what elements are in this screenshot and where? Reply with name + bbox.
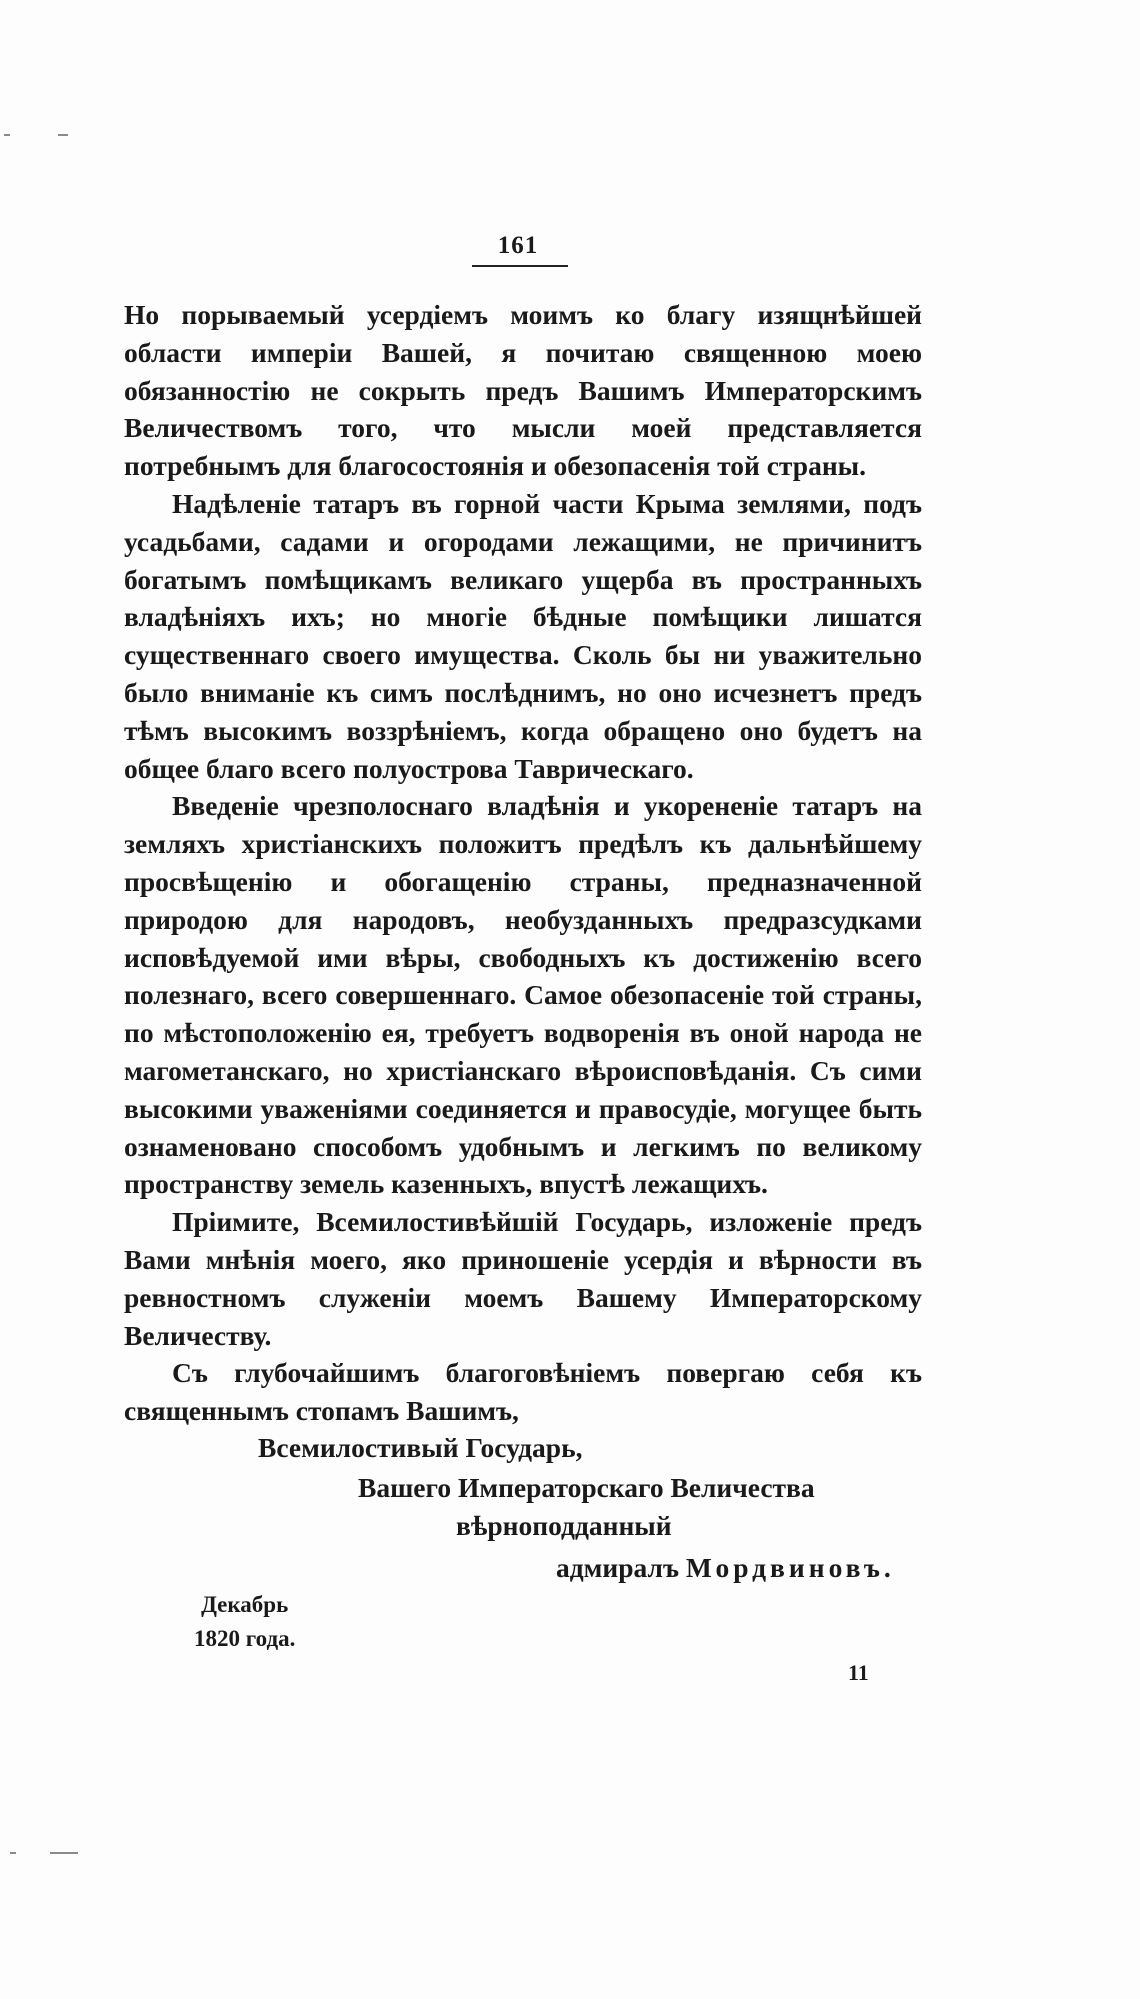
scan-artifact-top-left [4,134,10,136]
closing-majesty: Вашего Императорскаго Величества [358,1472,815,1503]
signature-name: Мордвиновъ. [685,1552,895,1583]
date-year: 1820 года. [194,1626,296,1651]
date-block [194,1588,295,1656]
letter-body [124,296,922,1430]
closing-subject: вѣрноподданный [456,1510,672,1541]
paragraph-3: Введеніе чрезполоснаго владѣнія и укорененіе татаръ на земляхъ христіанскихъ положитъ предѣлъ къ дальнѣйшему просвѣщенію и обогащенію страны, предназначенной природою для народовъ, необузданныхъ предразсудками исповѣдуемой ими вѣры, свободныхъ къ достиженію всего полезнаго, всего совершеннаго. Самое обезопасеніе той страны, по мѣстоположенію ея, требуетъ водворенія въ оной народа не магометанскаго, но христіанскаго вѣроисповѣданія. Съ сими высокими уваженіями соединяется и правосудіе, могущее быть ознаменовано способомъ удобнымъ и легкимъ по великому пространству земель казенныхъ, впустѣ лежащихъ. [124,790,922,1200]
page-number: 161 [497,232,539,259]
scan-artifact-top-left-2 [58,134,68,136]
date-month: Декабрь [201,1592,289,1617]
signature-rank: адмиралъ [556,1552,679,1583]
paragraph-4: Пріимите, Всемилостивѣйшій Государь, изложеніе предъ Вами мнѣнія моего, яко приношеніе усердія и вѣрности въ ревностномъ служеніи моемъ Вашему Императорскому Величеству. [124,1206,922,1351]
paragraph-1: Но порываемый усердіемъ моимъ ко благу изящнѣйшей области имперіи Вашей, я почитаю священною моею обязанностію не сокрыть предъ Вашимъ Императорскимъ Величествомъ того, что мысли моей представляется потребнымъ для благосостоянія и обезопасенія той страны. [124,299,922,482]
scan-artifact-bottom-left [10,1852,16,1854]
page-number-rule [472,265,568,267]
paragraph-5: Съ глубочайшимъ благоговѣніемъ повергаю себя къ священнымъ стопамъ Вашимъ, [124,1357,922,1427]
closing-salutation: Всемилостивый Государь, [258,1432,583,1463]
scan-artifact-bottom-left-2 [50,1852,78,1854]
printer-signature-number: 11 [848,1660,869,1685]
paragraph-2: Надѣленіе татаръ въ горной части Крыма землями, подъ усадьбами, садами и огородами лежащими, не причинитъ богатымъ помѣщикамъ великаго ущерба въ пространныхъ владѣніяхъ ихъ; но многіе бѣдные помѣщики лишатся существеннаго своего имущества. Сколь бы ни уважительно было вниманіе къ симъ послѣднимъ, но оно исчезнетъ предъ тѣмъ высокимъ воззрѣніемъ, когда обращено оно будетъ на общее благо всего полуострова Таврическаго. [124,487,922,784]
signature-block [556,1552,895,1584]
